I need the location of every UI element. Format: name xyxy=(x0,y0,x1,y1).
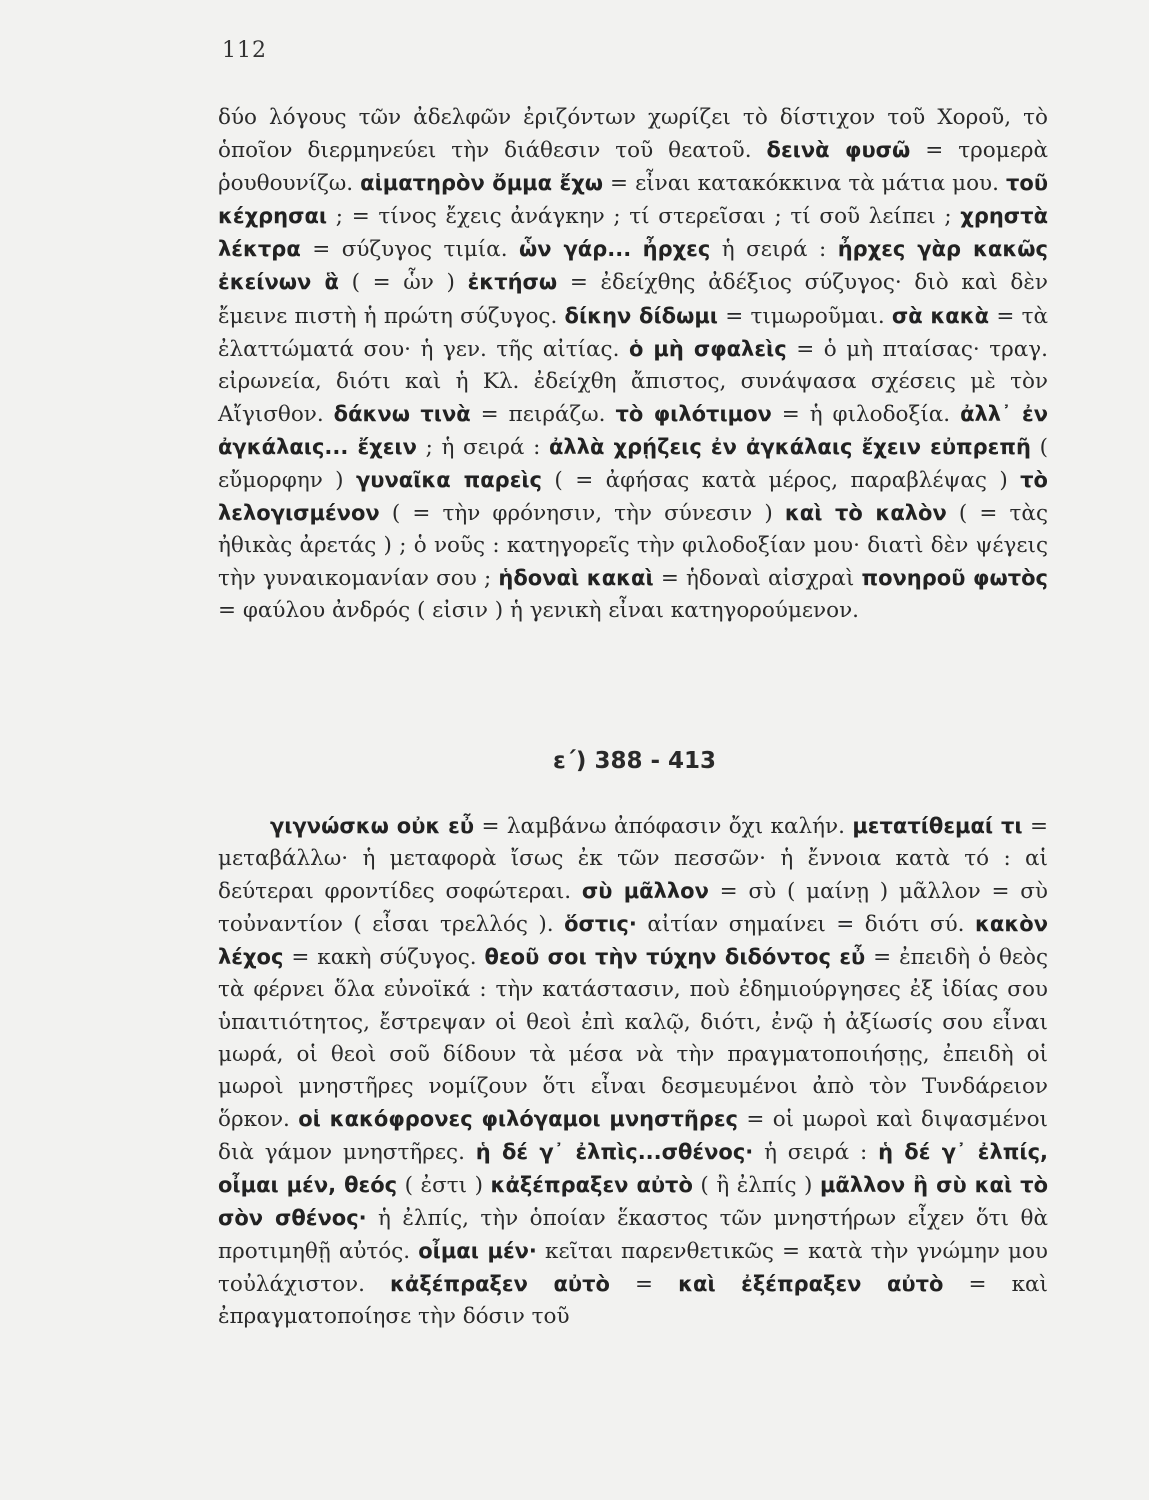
gloss-text: ( ἐστι ) xyxy=(397,1173,491,1199)
gloss-text: = καὶ ἐπραγματοποίησε τὴν δόσιν τοῦ xyxy=(218,1272,1048,1330)
lemma-term: καὶ ἐξέπραξεν αὐτὸ xyxy=(678,1272,944,1297)
lemma-term: θεοῦ σοι τὴν τύχην διδόντος εὖ xyxy=(484,945,866,970)
lemma-term: οἶμαι μέν· xyxy=(418,1239,537,1264)
lemma-term: μᾶλλον ἢ σὺ καὶ τὸ σὸν σθένος· xyxy=(218,1173,1049,1231)
gloss-text: = ὁ μὴ πταίσας· τραγ. εἰρωνεία, διότι καὶ ἡ Κλ. ἐδείχθη ἄπιστος, συνάψασα σχέσεις μὲ τὸν Αἴγισθον. xyxy=(218,336,1048,427)
lemma-term: κἀξέπραξεν αὐτὸ xyxy=(490,1173,693,1198)
lemma-term: ἦρχες xyxy=(642,237,711,262)
gloss-text: = τρομερὰ ῥουθουνίζω. xyxy=(218,138,1048,197)
lemma-term: μετατίθεμαί τι xyxy=(852,814,1023,838)
lemma-term: τὸ φιλότιμον xyxy=(615,401,772,426)
gloss-text: = ἡ φιλοδοξία. xyxy=(771,401,961,427)
lemma-term: χρηστὰ λέκτρα xyxy=(218,204,1048,262)
gloss-text: = κακὴ σύζυγος. xyxy=(283,945,485,971)
lemma-term: κἀξέπραξεν αὐτὸ xyxy=(390,1272,610,1297)
lemma-term: ὁ μὴ σφαλεὶς xyxy=(628,336,787,361)
gloss-text: ( εὔμορφην ) xyxy=(218,434,1048,494)
lemma-term: οἱ κακόφρονες φιλόγαμοι μνηστῆρες xyxy=(298,1106,739,1131)
page-number: 112 xyxy=(222,38,267,63)
lemma-term: αἱματηρὸν ὄμμα ἔχω xyxy=(360,171,604,196)
lemma-term: ὧν γάρ... xyxy=(519,237,632,262)
lemma-term: σὺ μᾶλλον xyxy=(581,879,709,904)
gloss-text: αἰτίαν σημαίνει = διότι σύ. xyxy=(636,912,975,938)
lemma-term: κακὸν λέχος xyxy=(218,912,1048,970)
lemma-term: γυναῖκα παρεὶς xyxy=(355,468,543,493)
lemma-term: ὅστις· xyxy=(564,912,637,937)
gloss-text: ; = τίνος ἔχεις ἀνάγκην ; τί στερεῖσαι ; τί σοῦ λείπει ; xyxy=(327,204,961,230)
gloss-text: = φαύλου ἀνδρός ( εἰσιν ) ἡ γενικὴ εἶναι κατηγορούμενον. xyxy=(218,598,859,624)
commentary-paragraph-2 xyxy=(218,810,1048,1334)
lemma-term: τὸ λελογισμένον xyxy=(218,468,1048,526)
gloss-text: = εἶναι κατακόκκινα τὰ μάτια μου. xyxy=(603,171,1006,197)
lemma-term: ἡ δέ γ᾽ ἐλπὶς...σθένος· xyxy=(475,1139,754,1164)
lemma-term: ἦρχες γὰρ κακῶς ἐκείνων ἃ xyxy=(218,237,1048,295)
gloss-text: ( = τὰς ἠθικὰς ἀρετάς ) ; ὁ νοῦς : κατηγορεῖς τὴν φιλοδοξίαν μου· διατὶ δὲν ψέγεις τὴν γυναικομανίαν σου ; xyxy=(218,501,1048,592)
gloss-text: ἡ σειρά : xyxy=(753,1139,879,1165)
gloss-text: = οἱ μωροὶ καὶ διψασμένοι διὰ γάμον μνηστῆρες. xyxy=(218,1106,1048,1165)
lemma-term: σὰ κακὰ xyxy=(891,303,990,328)
section-heading: ε΄) 388 - 413 xyxy=(552,748,717,774)
gloss-text: = ἐδείχθης ἀδέξιος σύζυγος· διὸ καὶ δὲν ἔμεινε πιστὴ ἡ πρώτη σύζυγος. xyxy=(218,270,1048,329)
gloss-text: = σὺ ( μαίνῃ ) μᾶλλον = σὺ τοὐναντίον ( εἶσαι τρελλός ). xyxy=(218,879,1048,938)
gloss-text: = τιμωροῦμαι. xyxy=(717,303,892,329)
commentary-paragraph-1 xyxy=(218,102,1048,628)
lemma-term: ἀλλὰ χρῄζεις ἐν ἀγκάλαις ἔχειν εὐπρεπῆ xyxy=(548,434,1031,459)
gloss-text: ( ἢ ἐλπίς ) xyxy=(692,1173,820,1199)
lemma-term: ἡ δέ γ᾽ ἐλπίς, οἶμαι μέν, θεός xyxy=(218,1139,1049,1198)
gloss-text: = τὰ ἐλαττώματά σου· ἡ γεν. τῆς αἰτίας. xyxy=(218,303,1048,362)
gloss-text: ἡ σειρά : xyxy=(710,237,838,263)
lemma-term: δεινὰ φυσῶ xyxy=(766,138,911,163)
gloss-text: = xyxy=(609,1272,679,1298)
gloss-text xyxy=(631,237,642,262)
gloss-text: κεῖται παρενθετικῶς = κατὰ τὴν γνώμην μου τοὐλάχιστον. xyxy=(218,1239,1048,1298)
gloss-text: = σύζυγος τιμία. xyxy=(300,237,519,263)
gloss-text: = λαμβάνω ἀπόφασιν ὄχι καλήν. xyxy=(474,814,853,839)
gloss-text: = πειράζω. xyxy=(470,401,616,427)
lemma-term: πονηροῦ φωτὸς xyxy=(861,566,1049,591)
lemma-term: ἡδοναὶ κακαὶ xyxy=(498,566,654,591)
gloss-text: ( = ὧν ) xyxy=(338,270,468,296)
lemma-term: δάκνω τινὰ xyxy=(333,401,471,426)
lemma-term: ἐκτήσω xyxy=(467,270,558,295)
gloss-text: δύο λόγους τῶν ἀδελφῶν ἐριζόντων χωρίζει τὸ δίστιχον τοῦ Χοροῦ, τὸ ὁποῖον διερμηνεύει τὴν διάθεσιν τοῦ θεατοῦ. xyxy=(218,105,1048,164)
gloss-text: = ἐπειδὴ ὁ θεὸς τὰ φέρνει ὅλα εὐνοϊκά : τὴν κατάστασιν, ποὺ ἐδημιούργησες ἐξ ἰδίας σου ὑπαιτιότητος, ἔστρεψαν οἱ θεοὶ ἐπὶ καλῷ, διότι, ἐνῷ ἡ ἀξίωσίς σου εἶναι μωρά, οἱ θεοὶ σοῦ δίδουν τὰ μέσα νὰ τὴν πραγματοποιήσῃς, ἐπειδὴ οἱ μωροὶ μνηστῆρες νομίζουν ὅτι εἶναι δεσμευμένοι ἀπὸ τὸν Τυνδάρειον ὅρκον. xyxy=(218,945,1049,1132)
gloss-text: ; ἡ σειρά : xyxy=(416,434,549,460)
lemma-term: καὶ τὸ καλὸν xyxy=(784,501,947,526)
gloss-text: = μεταβάλλω· ἡ μεταφορὰ ἴσως ἐκ τῶν πεσσῶν· ἡ ἔννοια κατὰ τό : αἱ δεύτεραι φροντίδες σοφώτεραι. xyxy=(218,814,1048,905)
lemma-term: δίκην δίδωμι xyxy=(564,303,718,328)
gloss-text: ἡ ἐλπίς, τὴν ὁποίαν ἕκαστος τῶν μνηστήρων εἶχεν ὅτι θὰ προτιμηθῇ αὐτός. xyxy=(218,1206,1048,1265)
lemma-term: γιγνώσκω οὐκ εὖ xyxy=(270,814,475,838)
lemma-term: τοῦ κέχρησαι xyxy=(218,171,1048,229)
gloss-text: ( = ἀφήσας κατὰ μέρος, παραβλέψας ) xyxy=(542,468,1021,494)
lemma-term: ἀλλ᾽ ἐν ἀγκάλαις... ἔχειν xyxy=(218,401,1048,459)
gloss-text: ( = τὴν φρόνησιν, τὴν σύνεσιν ) xyxy=(379,501,785,527)
gloss-text: = ἡδοναὶ αἰσχραὶ xyxy=(653,566,862,592)
